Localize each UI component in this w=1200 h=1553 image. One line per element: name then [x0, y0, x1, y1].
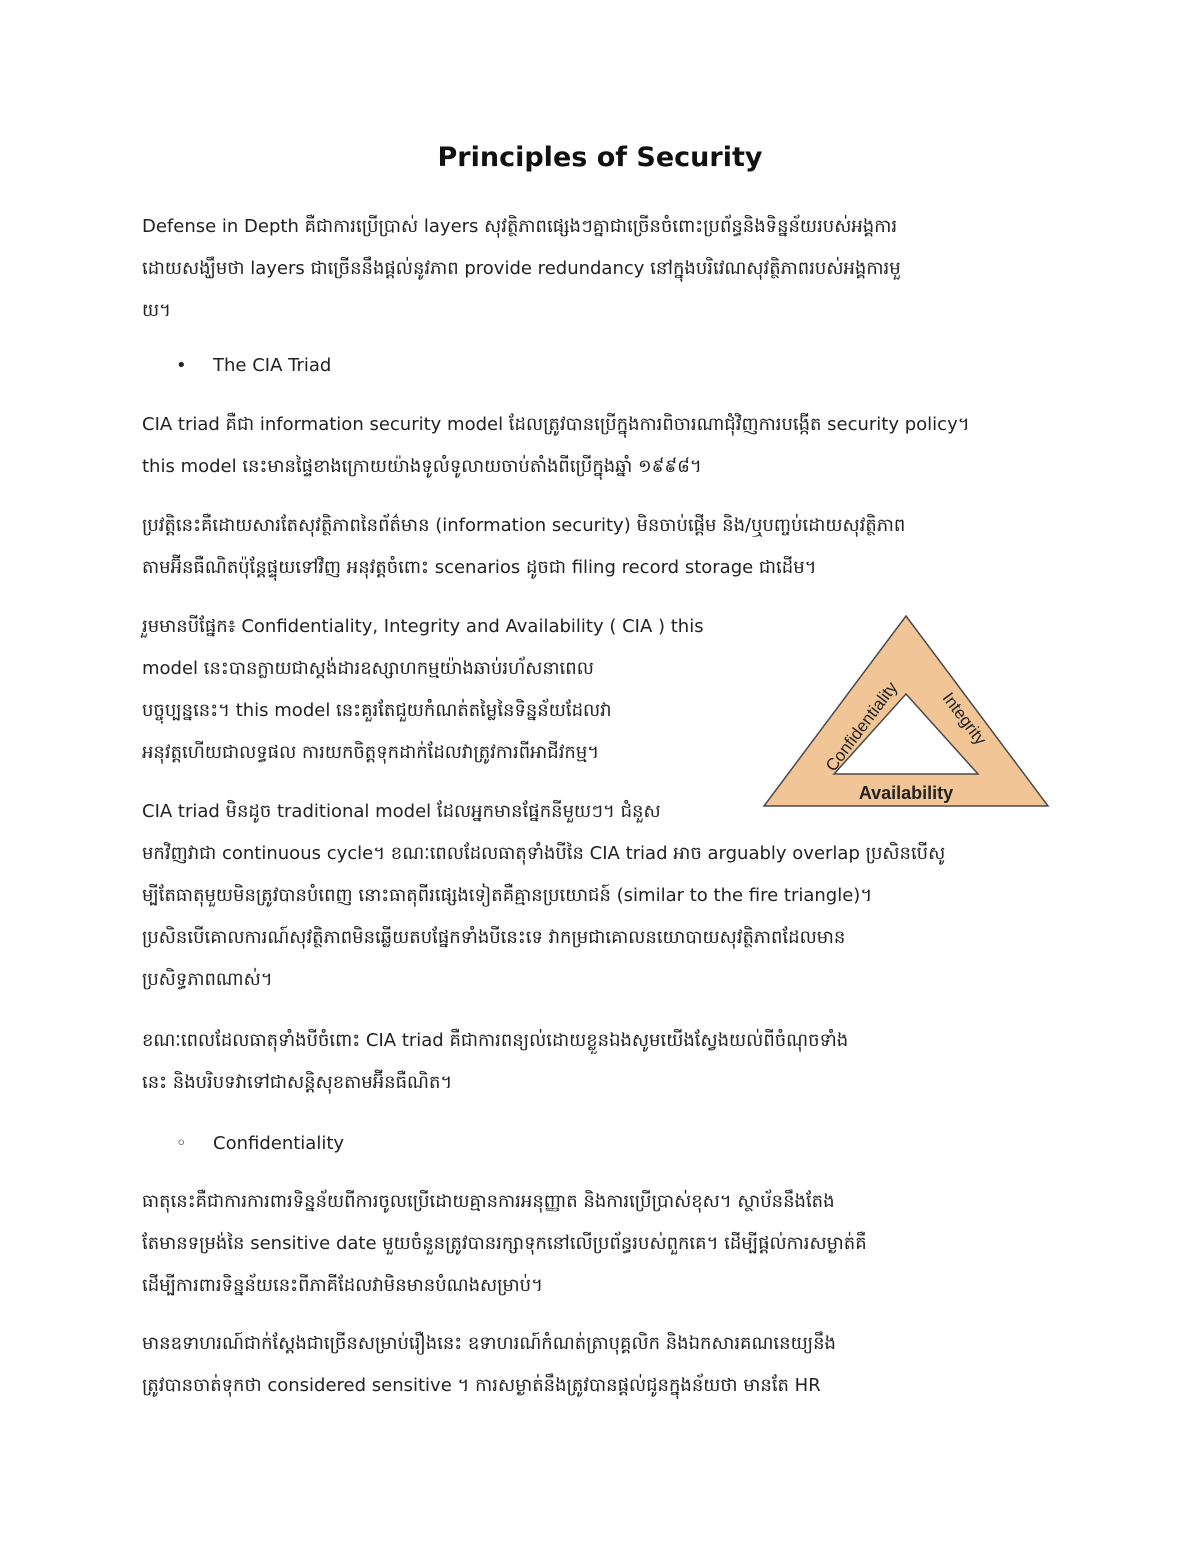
text-line: ធាតុនេះគឺជាការការពារទិន្នន័យពីការចូលប្រើដោយគ្មានការអនុញ្ញាត និងការប្រើប្រាស់ខុស។ ស្ថាប័ននឹងតែង [142, 1191, 835, 1212]
text-line: ម្បីតែធាតុមួយមិនត្រូវបានបំពេញ នោះធាតុពីរផ្សេងទៀតគឺគ្មានប្រយោជន៍ (similar to the fire triangle)។ [142, 885, 873, 906]
text-line: ត្រូវបានចាត់ទុកថា considered sensitive ។ ការសម្ងាត់នឹងត្រូវបានផ្តល់ជូនក្នុងន័យថា មានតែ HR [142, 1375, 821, 1396]
text-line: រួមមានបីផ្នែក៖ Confidentiality, Integrity and Availability ( CIA ) this [142, 616, 704, 637]
bullet-label: Confidentiality [213, 1133, 345, 1154]
bullet-marker: • [176, 355, 187, 376]
cia-triangle-svg [760, 612, 1052, 812]
text-line: បច្ចុប្បន្ននេះ។ this model នេះគួរតែជួយកំណត់តម្លៃនៃទិន្នន័យដែលវា [142, 700, 612, 721]
text-line: ប្រសិទ្ធភាពណាស់។ [142, 969, 273, 990]
text-line: Defense in Depth គឺជាការប្រើប្រាស់ layers សុវត្ថិភាពផ្សេងៗគ្នាជាច្រើនចំពោះប្រព័ន្ធនិងទិន្នន័យរបស់អង្គការ [142, 216, 898, 237]
text-line: តាមអ៊ីនធឺណិតប៉ុន្តែផ្ទុយទៅវិញ អនុវត្តចំពោះ scenarios ដូចជា filing record storage ជាដើម។ [142, 557, 817, 578]
text-line: CIA triad មិនដូច traditional model ដែលអ្នកមានផ្នែកនីមួយៗ។ ជំនួស [142, 801, 661, 822]
text-line: យ។ [142, 300, 172, 321]
paragraph-explore [142, 1020, 1062, 1104]
paragraph-cia-intro [142, 404, 1062, 488]
triangle-label-confidentiality: Confidentiality [821, 678, 902, 776]
paragraph-three-parts [142, 606, 742, 774]
text-line: ប្រសិនបើគោលការណ៍សុវត្ថិភាពមិនឆ្លើយតបផ្នែកទាំងបីនេះទេ វាកម្រជាគោលនយោបាយសុវត្ថិភាពដែលមាន [142, 927, 846, 948]
paragraph-confidentiality-definition [142, 1181, 1062, 1307]
triangle-label-integrity: Integrity [938, 688, 991, 749]
paragraph-continuous-cycle [142, 791, 1062, 1001]
text-line: តែមានទម្រង់នៃ sensitive date មួយចំនួនត្រូវបានរក្សាទុកនៅលើប្រព័ន្ធរបស់ពួកគេ។ ដើម្បីផ្តល់ការសម្ងាត់គឺ [142, 1233, 867, 1254]
text-line: មានឧទាហរណ៍ជាក់ស្តែងជាច្រើនសម្រាប់រឿងនេះ ឧទាហរណ៍កំណត់ត្រាបុគ្គលិក និងឯកសារគណនេយ្យនឹង [142, 1333, 836, 1354]
bullet-label: The CIA Triad [213, 355, 332, 376]
bullet-marker: ◦ [176, 1133, 187, 1154]
text-line: ខណៈពេលដែលធាតុទាំងបីចំពោះ CIA triad គឺជាការពន្យល់ដោយខ្លួនឯងសូមយើងស្វែងយល់ពីចំណុចទាំង [142, 1030, 849, 1051]
triangle-label-availability: Availability [858, 783, 954, 803]
text-line: CIA triad គឺជា information security model ដែលត្រូវបានប្រើក្នុងការពិចារណាជុំវិញការបង្កើត security policy។ [142, 414, 970, 435]
paragraph-examples [142, 1323, 1062, 1407]
cia-triangle-diagram [760, 612, 1052, 812]
text-line: មកវិញវាជា continuous cycle។ ខណៈពេលដែលធាតុទាំងបីនៃ CIA triad អាច arguably overlap ប្រសិនបើសូ [142, 843, 946, 864]
text-line: នេះ និងបរិបទវាទៅជាសន្តិសុខតាមអ៊ីនធឺណិត។ [142, 1072, 453, 1093]
triangle-frame [764, 616, 1048, 806]
text-line: this model នេះមានផ្ទៃខាងក្រោយយ៉ាងទូលំទូលាយចាប់តាំងពីប្រើក្នុងឆ្នាំ ១៩៩៨។ [142, 456, 702, 477]
paragraph-defense-in-depth [142, 206, 1062, 332]
text-line: ដោយសង្ឃឹមថា layers ជាច្រើននឹងផ្តល់នូវភាព provide redundancy នៅក្នុងបរិវេណសុវត្ថិភាពរបស់អង្គការមួ [142, 258, 901, 279]
text-line: ដើម្បីការពារទិន្នន័យនេះពីភាគីដែលវាមិនមានបំណងសម្រាប់។ [142, 1275, 543, 1296]
text-line: អនុវត្តហើយជាលទ្ធផល ការយកចិត្តទុកដាក់ដែលវាត្រូវការពីអាជីវកម្ម។ [142, 742, 600, 763]
page-title: Principles of Security [437, 142, 763, 173]
text-line: model នេះបានក្លាយជាស្តង់ដារឧស្សាហកម្មយ៉ាងឆាប់រហ័សនាពេល [142, 658, 594, 679]
text-line: ប្រវត្តិនេះគឺដោយសារតែសុវត្ថិភាពនៃព័ត៌មាន (information security) មិនចាប់ផ្តើម និង/ឬបញ្ចប់ដោយសុវត្ថិភាព [142, 515, 906, 536]
paragraph-history [142, 505, 1062, 589]
